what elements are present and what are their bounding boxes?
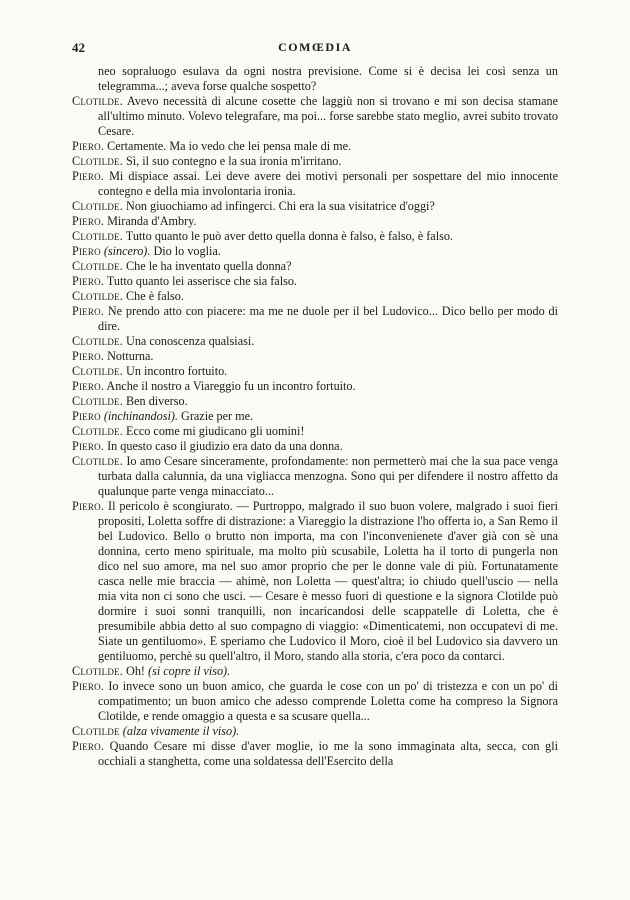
speaker-name: Clotilde. [72, 664, 123, 678]
stage-direction: (inchinandosi). [103, 409, 178, 423]
dialogue-line: Piero. Il pericolo è scongiurato. — Purtroppo, malgrado il suo buon volere, malgrado i suoi fieri propositi, Loletta soffre di distrazione: a Viareggio la distrazione l'ho offerta io, a San Remo il bel Ludovico. Bello o brutto non importa, ma con l'inconvenienete d'aver già con sè una donnina, certo meno spirituale, ma molto più scusabile, Loletta ha il torto di pungerla non dico nel suo amore, ma nel suo amor proprio che per le donne vale di più. Fortunatamente casca nelle mie braccia — ahimè, non Loletta — quest'altra; io chiudo quell'uscio — nella mia vita non ci sono che usci. — Cesare è messo fuori di questione e la signora Clotilde può dormire i suoi sonni tranquilli, non incaricandosi delle scappatelle di Loletta, che è presumibile abbia detto al suo compagno di viaggio: «Dimenticatemi, non occupatevi di me. Siate un gentiluomo». E speriamo che Ludovico il Moro, cioè il bel Ludovico sia davvero un gentiluomo, perchè su quell'altro, il Moro, stando alla storia, c'era poco da contarci. [72, 499, 558, 663]
speaker-name: Clotilde. [72, 259, 123, 273]
dialogue-line: Clotilde. Un incontro fortuito. [72, 364, 228, 378]
speaker-name: Clotilde [72, 724, 120, 738]
speaker-name: Piero [72, 409, 101, 423]
speaker-name: Clotilde. [72, 454, 123, 468]
dialogue-line: Piero (inchinandosi). Grazie per me. [72, 409, 254, 423]
dialogue-line: Clotilde. Non giuochiamo ad infingerci. Chi era la sua visitatrice d'oggi? [72, 199, 435, 213]
speaker-name: Clotilde. [72, 424, 123, 438]
speaker-name: Clotilde. [72, 289, 123, 303]
dialogue-line: Piero. Quando Cesare mi disse d'aver moglie, io me la sono immaginata alta, secca, con gli occhiali a stanghetta, come una soldatessa dell'Esercito della [72, 739, 558, 768]
stage-direction: (sincero). [103, 244, 151, 258]
dialogue-line: Piero. Tutto quanto lei asserisce che sia falso. [72, 274, 297, 288]
dialogue-line: Piero. Certamente. Ma io vedo che lei pensa male di me. [72, 139, 352, 153]
speaker-name: Clotilde. [72, 154, 123, 168]
page-number: 42 [72, 40, 85, 55]
speaker-name: Clotilde. [72, 229, 123, 243]
speaker-name: Clotilde. [72, 364, 123, 378]
speaker-name: Piero. [72, 139, 105, 153]
dialogue-line: Clotilde. Avevo necessità di alcune cosette che laggiù non si trovano e mi son decisa stamane all'ultimo minuto. Volevo telegrafare, ma poi... forse sarebbe stato meglio, avrei subito trovato Cesare. [72, 94, 559, 138]
dialogue-line: Piero. In questo caso il giudizio era dato da una donna. [72, 439, 343, 453]
dialogue-line: Piero. Ne prendo atto con piacere: ma me ne duole per il bel Ludovico... Dico bello per modo di dire. [72, 304, 558, 333]
stage-direction: (si copre il viso). [148, 664, 231, 678]
running-title: COMŒDIA [278, 40, 352, 54]
dialogue-line: Clotilde. Oh! (si copre il viso). [72, 664, 231, 678]
dialogue-text [72, 64, 558, 769]
speaker-name: Piero. [72, 169, 105, 183]
dialogue-line: Clotilde. Tutto quanto le può aver detto quella donna è falso, è falso, è falso. [72, 229, 453, 243]
speaker-name: Piero. [72, 304, 105, 318]
speaker-name: Clotilde. [72, 334, 123, 348]
speaker-name: Piero. [72, 379, 105, 393]
speaker-name: Piero. [72, 439, 105, 453]
dialogue-line: Piero. Anche il nostro a Viareggio fu un incontro fortuito. [72, 379, 356, 393]
dialogue-line: Piero. Io invece sono un buon amico, che guarda le cose con un po' di tristezza e con un po' di compatimento; un buon amico che adesso comprende Loletta come ha compreso la Signora Clotilde, e rende omaggio a questa e sa scusare quella... [72, 679, 558, 723]
dialogue-line: Clotilde. Io amo Cesare sinceramente, profondamente: non permetterò mai che la sua pace venga turbata dalla calunnia, da una vigliacca menzogna. Sono qui per difendere il nostro affetto da qualunque parte venga minacciato... [72, 454, 559, 498]
dialogue-line [72, 724, 558, 739]
dialogue-line: Clotilde. Ben diverso. [72, 394, 188, 408]
speaker-name: Clotilde. [72, 94, 123, 108]
page-header [72, 40, 558, 56]
dialogue-line: Clotilde. Ecco come mi giudicano gli uomini! [72, 424, 305, 438]
dialogue-line: Clotilde. Che è falso. [72, 289, 184, 303]
dialogue-line: Piero (sincero). Dio lo voglia. [72, 244, 221, 258]
stage-direction: (alza vivamente il viso). [122, 724, 240, 738]
speaker-name: Clotilde. [72, 394, 123, 408]
speaker-name: Clotilde. [72, 199, 123, 213]
dialogue-line: Clotilde. Che le ha inventato quella donna? [72, 259, 292, 273]
dialogue-line: Piero. Mi dispiace assai. Lei deve avere dei motivi personali per sospettare del mio innocente contegno e della mia involontaria ironia. [72, 169, 558, 198]
speaker-name: Piero [72, 244, 101, 258]
dialogue-line: Clotilde. Sì, il suo contegno e la sua ironia m'irritano. [72, 154, 342, 168]
speaker-name: Piero. [72, 679, 105, 693]
speaker-name: Piero. [72, 499, 105, 513]
dialogue-line: Clotilde. Una conoscenza qualsiasi. [72, 334, 255, 348]
speaker-name: Piero. [72, 739, 105, 753]
speaker-name: Piero. [72, 349, 105, 363]
dialogue-line: Piero. Miranda d'Ambry. [72, 214, 197, 228]
speaker-name: Piero. [72, 214, 105, 228]
dialogue-line: Piero. Notturna. [72, 349, 154, 363]
speaker-name: Piero. [72, 274, 105, 288]
dialogue-line: neo sopraluogo esulava da ogni nostra previsione. Come si è decisa lei così senza un telegramma...; aveva forse qualche sospetto? [98, 64, 558, 93]
